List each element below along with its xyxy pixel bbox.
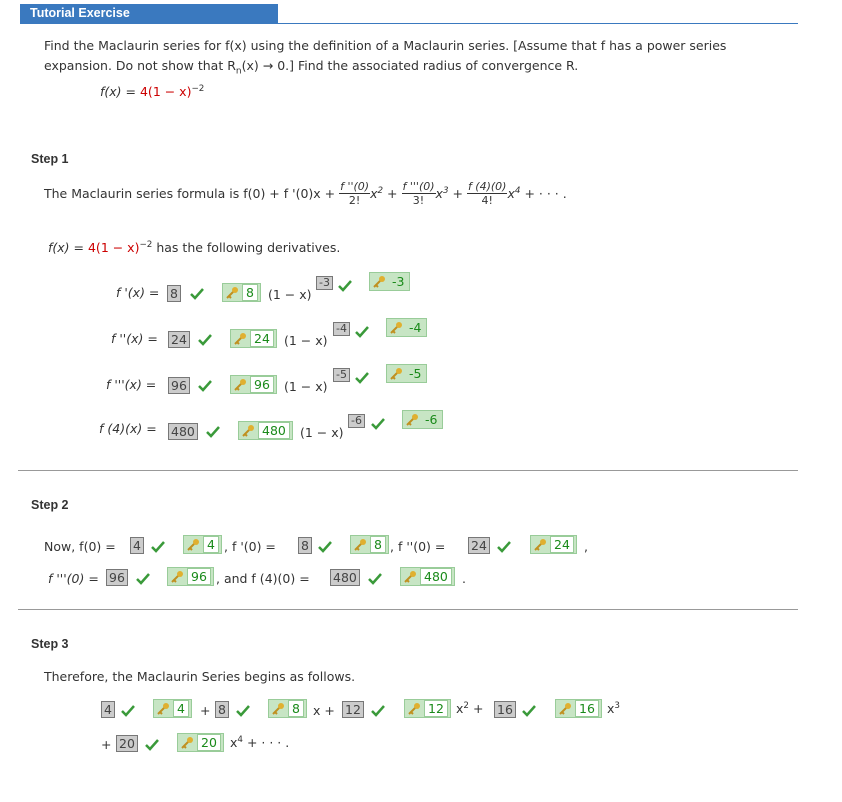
- t0-answer: [101, 701, 115, 718]
- key-icon: [403, 570, 417, 584]
- check-icon: [368, 573, 382, 585]
- key-icon: [353, 538, 367, 552]
- key-icon: [405, 413, 419, 427]
- check-icon: [355, 326, 369, 338]
- key-answer: 20: [177, 733, 224, 753]
- key-icon: [233, 378, 247, 392]
- t4-answer: [116, 735, 138, 752]
- deriv-row-4-answer: [168, 423, 198, 440]
- key-answer: 12: [404, 699, 451, 719]
- problem-line-2: expansion. Do not show that $R_n(x) \to 0$.] Find the associated radius of convergence R.: [44, 58, 579, 77]
- header-title: Tutorial Exercise: [30, 6, 130, 20]
- answer-box[interactable]: 20: [116, 735, 138, 752]
- deriv-row-3: f '''(x) =: [106, 377, 157, 392]
- key-icon: [186, 538, 200, 552]
- key-icon: [233, 332, 247, 346]
- derivatives-intro: $f(x) = 4(1 - x)^{-2}$ has the following derivatives.: [48, 240, 341, 256]
- key-icon: [372, 275, 386, 289]
- check-icon: [190, 288, 204, 300]
- answer-box[interactable]: 12: [342, 701, 364, 718]
- step2-now: Now, f(0) =: [44, 539, 116, 554]
- check-icon: [355, 372, 369, 384]
- t3-answer: [494, 701, 516, 718]
- t2-answer: [342, 701, 364, 718]
- check-icon: [136, 573, 150, 585]
- key-icon: [225, 286, 239, 300]
- key-icon: [271, 702, 285, 716]
- separator: [18, 470, 798, 471]
- maclaurin-formula: The Maclaurin series formula is f(0) + f '(0)x + $\frac{f ''(0)}{2!}$ $x^2$ + $\frac{f '''(0)}{3!}$ $x^3$ + $\frac{f (4)(0)}{4!}$ $x^4$ + · · · .: [44, 180, 567, 207]
- answer-box[interactable]: -6: [348, 414, 365, 428]
- plus: +: [101, 737, 112, 752]
- check-icon: [198, 334, 212, 346]
- deriv-row-4: f (4)(x) =: [99, 421, 157, 436]
- key-answer: 24: [530, 535, 577, 555]
- key-answer: 24: [230, 329, 277, 349]
- key-answer: 8: [222, 283, 261, 303]
- separator: [18, 609, 798, 610]
- deriv-row-3-answer: [168, 377, 190, 394]
- answer-box[interactable]: 480: [168, 423, 198, 440]
- key-answer: 16: [555, 699, 602, 719]
- deriv-row-2: f ''(x) =: [111, 331, 158, 346]
- plus: +: [200, 703, 211, 718]
- exp-answer: [333, 366, 350, 382]
- deriv-row-2-answer: [168, 331, 190, 348]
- key-icon: [389, 367, 403, 381]
- key-icon: [180, 736, 194, 750]
- factor: (1 − x): [300, 425, 344, 440]
- period: .: [462, 571, 466, 586]
- key-icon: [389, 321, 403, 335]
- answer-box[interactable]: 480: [330, 569, 360, 586]
- key-icon: [407, 702, 421, 716]
- factor: (1 − x): [284, 333, 328, 348]
- x4-term: $x^4$ + · · · .: [230, 735, 290, 751]
- x2-term: $x^2$ +: [456, 701, 484, 717]
- answer-box[interactable]: 4: [101, 701, 115, 718]
- problem-line-1: Find the Maclaurin series for f(x) using the definition of a Maclaurin series. [Assume that f has a power series: [44, 38, 727, 53]
- key-icon: [241, 424, 255, 438]
- answer-box[interactable]: 96: [168, 377, 190, 394]
- answer-box[interactable]: -5: [333, 368, 350, 382]
- t1-answer: [215, 701, 229, 718]
- key-answer: 480: [400, 567, 455, 587]
- key-icon: [533, 538, 547, 552]
- exp-answer: [316, 274, 333, 290]
- answer-box[interactable]: 8: [215, 701, 229, 718]
- f0-answer: [130, 537, 144, 554]
- comma: ,: [584, 539, 588, 554]
- check-icon: [206, 426, 220, 438]
- answer-box[interactable]: -4: [333, 322, 350, 336]
- key-answer: 480: [238, 421, 293, 441]
- key-answer: 4: [153, 699, 192, 719]
- check-icon: [121, 705, 135, 717]
- exp-answer: [348, 412, 365, 428]
- key-icon: [558, 702, 572, 716]
- check-icon: [236, 705, 250, 717]
- key-icon: [170, 570, 184, 584]
- answer-box[interactable]: 4: [130, 537, 144, 554]
- key-answer: 8: [268, 699, 307, 719]
- check-icon: [522, 705, 536, 717]
- check-icon: [371, 705, 385, 717]
- f1-label: , f '(0) =: [224, 539, 276, 554]
- key-answer: -4: [386, 318, 427, 338]
- f3-label: f '''(0) =: [48, 571, 99, 586]
- key-icon: [156, 702, 170, 716]
- x3-term: $x^3$: [607, 701, 620, 717]
- check-icon: [151, 541, 165, 553]
- check-icon: [371, 418, 385, 430]
- key-answer: 96: [230, 375, 277, 395]
- step-3-label: Step 3: [31, 637, 69, 651]
- f4-answer: [330, 569, 360, 586]
- answer-box[interactable]: 96: [106, 569, 128, 586]
- deriv-row-1-answer: [167, 285, 181, 302]
- step3-intro: Therefore, the Maclaurin Series begins as follows.: [44, 669, 356, 684]
- factor: (1 − x): [284, 379, 328, 394]
- key-answer: -6: [402, 410, 443, 430]
- function-definition: $f(x) = 4(1 - x)^{-2}$: [100, 84, 205, 100]
- header-underline: [20, 23, 798, 24]
- key-answer: 8: [350, 535, 389, 555]
- f2-answer: [468, 537, 490, 554]
- key-answer: 4: [183, 535, 222, 555]
- answer-box[interactable]: 8: [298, 537, 312, 554]
- f4-label: , and f (4)(0) =: [216, 571, 310, 586]
- answer-box[interactable]: 16: [494, 701, 516, 718]
- exp-answer: [333, 320, 350, 336]
- f2-label: , f ''(0) =: [390, 539, 446, 554]
- step-2-label: Step 2: [31, 498, 69, 512]
- f3-answer: [106, 569, 128, 586]
- check-icon: [145, 739, 159, 751]
- check-icon: [198, 380, 212, 392]
- check-icon: [318, 541, 332, 553]
- factor: (1 − x): [268, 287, 312, 302]
- key-answer: 96: [167, 567, 214, 587]
- f1-answer: [298, 537, 312, 554]
- check-icon: [497, 541, 511, 553]
- x1-term: x +: [313, 703, 335, 718]
- deriv-row-1: f '(x) =: [116, 285, 160, 300]
- key-answer: -3: [369, 272, 410, 292]
- answer-box[interactable]: 24: [468, 537, 490, 554]
- check-icon: [338, 280, 352, 292]
- answer-box[interactable]: -3: [316, 276, 333, 290]
- step-1-label: Step 1: [31, 152, 69, 166]
- key-answer: -5: [386, 364, 427, 384]
- answer-box[interactable]: 8: [167, 285, 181, 302]
- answer-box[interactable]: 24: [168, 331, 190, 348]
